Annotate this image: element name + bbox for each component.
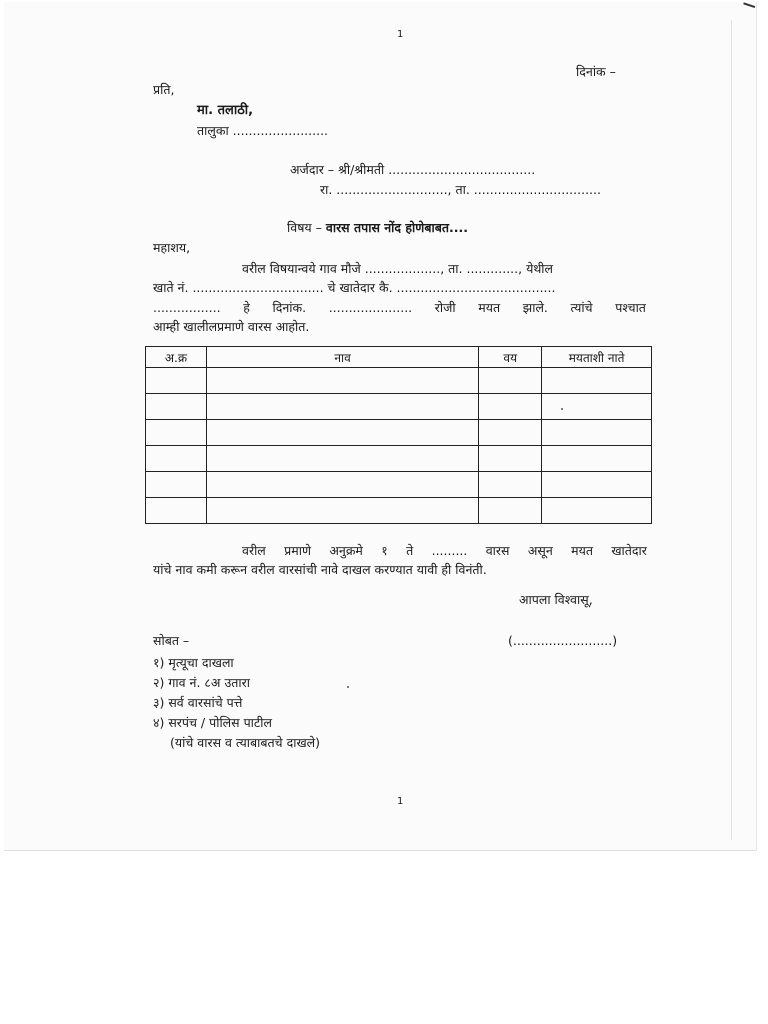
table-cell (542, 498, 652, 524)
page-number-bottom: 1 (397, 796, 404, 807)
col-header-relation: मयताशी नाते (542, 347, 652, 368)
table-cell (206, 394, 478, 420)
body-line-2: खाते नं. ................................. चे खातेदार कै. ........................................ (153, 280, 556, 295)
scan-speck (347, 686, 349, 688)
subject-line (287, 220, 468, 236)
table-row (146, 472, 652, 498)
body-line-3-word: मयत (478, 300, 501, 315)
table-cell (542, 420, 652, 446)
subject-text: वारस तपास नोंद होणेबाबत.... (325, 220, 468, 235)
enclosure-item: २) गाव नं. ८अ उतारा (153, 675, 251, 690)
table-cell (479, 394, 542, 420)
heirs-table (145, 346, 652, 524)
scan-speck (561, 408, 563, 410)
table-row (146, 420, 652, 446)
table-cell (479, 420, 542, 446)
body-line-3 (153, 300, 646, 316)
addressee: मा. तलाठी, (197, 103, 254, 118)
table-cell (206, 472, 478, 498)
subject-label: विषय – (287, 220, 322, 235)
request-line-1-word: १ (381, 543, 388, 558)
date-label: दिनांक – (576, 64, 616, 79)
request-line-1 (242, 543, 647, 559)
body-line-3-word: हे (243, 300, 250, 315)
signature-placeholder: (.........................) (508, 633, 618, 648)
col-header-serial: अ.क्र (146, 347, 207, 368)
table-cell (542, 368, 652, 394)
body-line-3-word: ..................... (328, 300, 413, 315)
table-cell (479, 472, 542, 498)
table-cell (206, 446, 478, 472)
table-cell (146, 394, 207, 420)
table-cell (479, 368, 542, 394)
applicant-address-line: रा. ............................, ता. ................................ (320, 182, 601, 197)
salutation: महाशय, (153, 240, 191, 255)
enclosures-label: सोबत – (153, 633, 190, 648)
request-line-1-word: वारस (485, 543, 510, 558)
table-header-row (146, 347, 652, 368)
to-prefix: प्रति, (153, 82, 175, 97)
col-header-age: वय (479, 347, 542, 368)
table-cell (542, 472, 652, 498)
table-cell (479, 498, 542, 524)
table-cell (146, 368, 207, 394)
body-line-1 (242, 261, 646, 277)
request-line-1-word: अनुक्रमे (329, 543, 363, 558)
table-cell (479, 446, 542, 472)
body-line-3-word: पश्चात (615, 300, 646, 315)
closing: आपला विश्वासू, (519, 592, 593, 607)
request-line-2: यांचे नाव कमी करून वरील वारसांची नावे दाखल करण्यात यावी ही विनंती. (153, 562, 487, 577)
enclosure-item: ३) सर्व वारसांचे पत्ते (153, 695, 243, 710)
applicant-name-line: अर्जदार – श्री/श्रीमती ..................................... (290, 162, 536, 177)
table-row (146, 498, 652, 524)
table-cell (146, 498, 207, 524)
body-line-3-word: त्यांचे (570, 300, 593, 315)
table-cell (542, 394, 652, 420)
taluka-line: तालुका ........................ (197, 123, 329, 138)
table-cell (206, 368, 478, 394)
request-line-1-word: खातेदार (611, 543, 647, 558)
enclosure-note: (यांचे वारस व त्याबाबतचे दाखले) (170, 735, 321, 750)
enclosure-item: ४) सरपंच / पोलिस पाटील (153, 715, 272, 730)
col-header-name: नाव (206, 347, 478, 368)
request-line-1-word: मयत (571, 543, 593, 558)
body-line-3-word: झाले. (522, 300, 548, 315)
request-line-1-word: ......... (431, 543, 468, 558)
request-line-1-word: असून (527, 543, 553, 558)
table-cell (146, 472, 207, 498)
body-line-1-text: वरील विषयान्वये गाव मौजे ..................., ता. ............., येथील (242, 261, 554, 276)
page-number-top: 1 (397, 29, 404, 40)
body-line-3-word: दिनांक. (272, 300, 307, 315)
request-line-1-word: प्रमाणे (284, 543, 311, 558)
body-line-3-word: रोजी (434, 300, 456, 315)
body-line-3-word: ................. (153, 300, 221, 315)
table-row (146, 446, 652, 472)
page-edge-shadow (731, 20, 732, 840)
table-cell (146, 420, 207, 446)
request-line-1-word: वरील (242, 543, 266, 558)
table-cell (206, 498, 478, 524)
table-cell (542, 446, 652, 472)
table-cell (206, 420, 478, 446)
body-line-4: आम्ही खालीलप्रमाणे वारस आहोत. (153, 319, 310, 334)
table-row (146, 394, 652, 420)
enclosure-item: १) मृत्यूचा दाखला (153, 655, 234, 670)
table-row (146, 368, 652, 394)
table-cell (146, 446, 207, 472)
request-line-1-word: ते (406, 543, 414, 558)
